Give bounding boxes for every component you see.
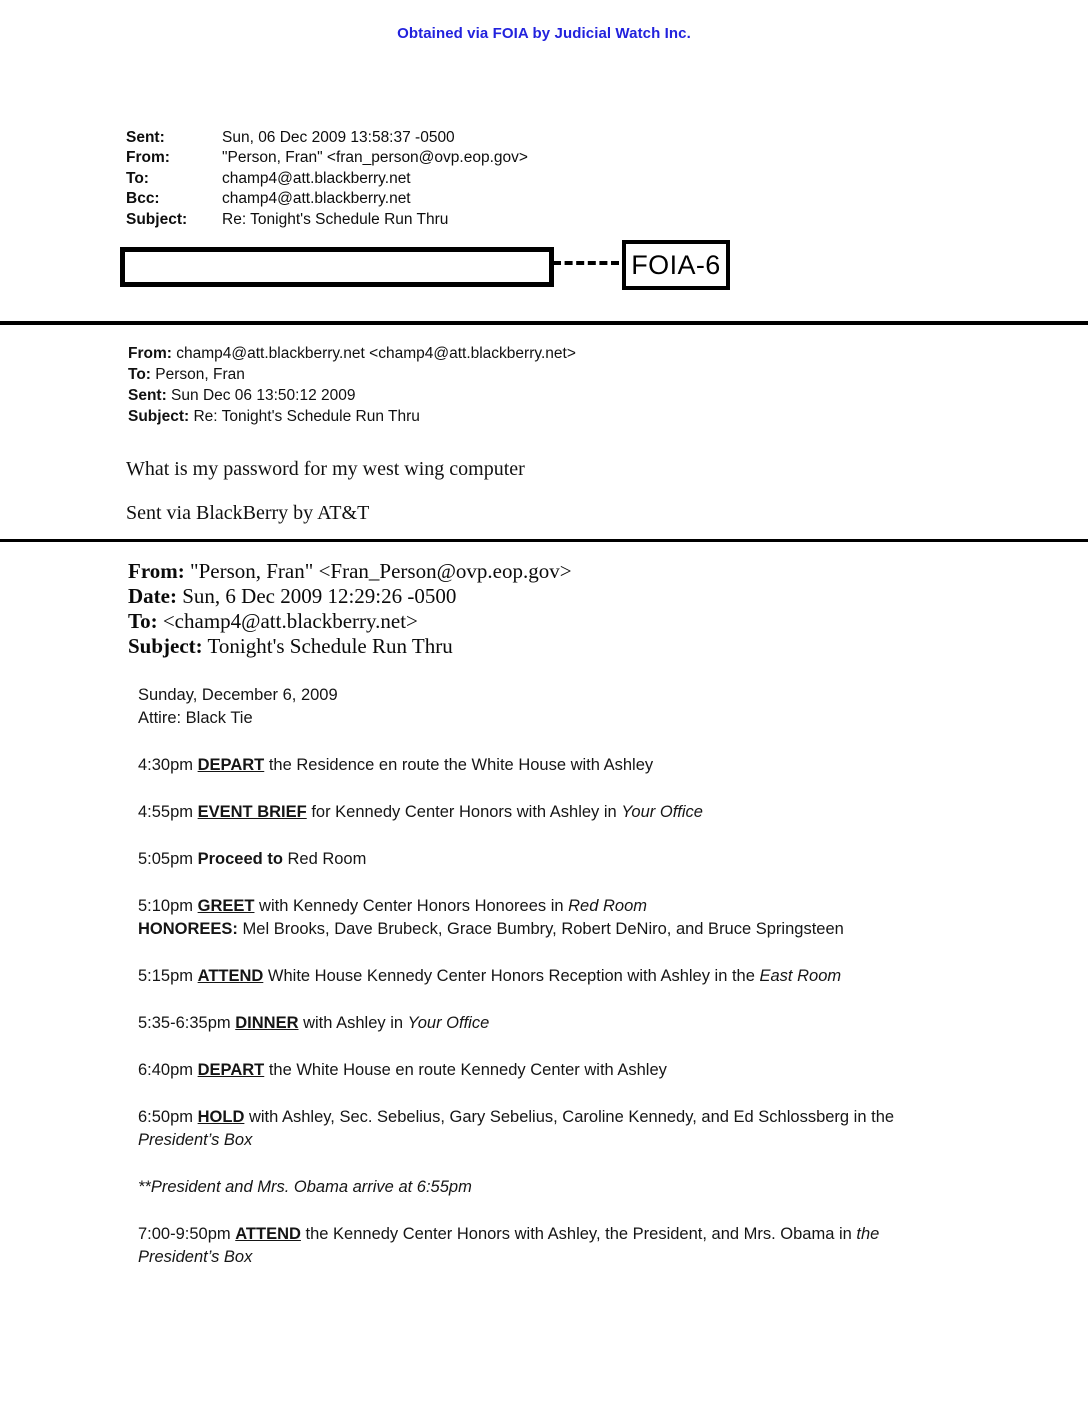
- item-6-action: DINNER: [235, 1014, 299, 1032]
- to-label: To:: [126, 169, 149, 187]
- spacer: [138, 1199, 958, 1223]
- separator-rule-top: [0, 321, 1088, 325]
- middle-body-signature: Sent via BlackBerry by AT&T: [126, 502, 370, 524]
- item-2-location: Your Office: [621, 803, 703, 821]
- item-8-time: 6:50pm: [138, 1108, 198, 1126]
- spacer: [138, 1035, 958, 1059]
- middle-body-question: What is my password for my west wing computer: [126, 458, 525, 480]
- bcc-label: Bcc:: [126, 190, 160, 208]
- header-row-sent: [126, 128, 528, 148]
- middle-from-row: [128, 343, 576, 364]
- bottom-date-row: [128, 584, 572, 609]
- schedule-attire-line: Attire: Black Tie: [138, 709, 253, 727]
- bottom-email-header: [128, 559, 572, 659]
- bottom-subject-label: Subject:: [128, 634, 203, 658]
- item-6-location: Your Office: [407, 1014, 490, 1032]
- top-email-header: [126, 128, 528, 230]
- item-2-detail: for Kennedy Center Honors with Ashley in: [306, 803, 622, 821]
- middle-from-label: From:: [128, 345, 172, 362]
- subject-value: Re: Tonight's Schedule Run Thru: [222, 210, 449, 228]
- spacer: [138, 988, 958, 1012]
- item-3-detail: Red Room: [282, 850, 367, 868]
- foia-watermark-stamp: Obtained via FOIA by Judicial Watch Inc.: [397, 25, 691, 42]
- item-8-location: President’s Box: [138, 1131, 253, 1149]
- to-value: champ4@att.blackberry.net: [222, 169, 411, 187]
- middle-sent-value: Sun Dec 06 13:50:12 2009: [166, 387, 356, 404]
- item-4-time: 5:10pm: [138, 897, 198, 915]
- header-row-subject: [126, 210, 528, 230]
- schedule-item-dinner: [138, 1012, 958, 1035]
- schedule-item-greet-honorees: [138, 895, 958, 918]
- sent-label: Sent:: [126, 129, 165, 146]
- bcc-value: champ4@att.blackberry.net: [222, 190, 411, 208]
- item-8-action: HOLD: [197, 1108, 245, 1126]
- schedule-item-attend-honors: [138, 1223, 958, 1269]
- item-4-detail: with Kennedy Center Honors Honorees in: [254, 897, 569, 915]
- spacer: [138, 1082, 958, 1106]
- bottom-to-label: To:: [128, 609, 158, 633]
- from-label: From:: [126, 149, 170, 167]
- redaction-connector-line: [553, 261, 619, 265]
- redaction-box: [120, 247, 554, 287]
- schedule-item-event-brief: [138, 801, 958, 824]
- schedule-item-depart-white-house: [138, 1059, 958, 1082]
- middle-subject-label: Subject:: [128, 408, 190, 425]
- middle-to-value: Person, Fran: [150, 366, 245, 383]
- middle-email-body: [126, 447, 525, 535]
- bottom-from-row: [128, 559, 572, 584]
- item-3-time: 5:05pm: [138, 850, 198, 868]
- schedule-item-attend-reception: [138, 965, 958, 988]
- item-9-detail: the Kennedy Center Honors with Ashley, the President, and Mrs. Obama in: [300, 1225, 857, 1243]
- sent-value: Sun, 06 Dec 2009 13:58:37 -0500: [222, 129, 455, 146]
- header-row-from: [126, 148, 528, 168]
- item-2-time: 4:55pm: [138, 803, 198, 821]
- item-1-action: DEPART: [197, 756, 265, 774]
- spacer: [138, 730, 958, 754]
- separator-rule-bottom: [0, 539, 1088, 542]
- bottom-date-label: Date:: [128, 584, 177, 608]
- header-row-bcc: [126, 189, 528, 209]
- bottom-subject-row: [128, 634, 572, 659]
- bottom-to-row: [128, 609, 572, 634]
- foia-exemption-label: FOIA-6: [631, 249, 721, 280]
- item-1-detail: the Residence en route the White House with Ashley: [264, 756, 654, 774]
- middle-email-header: [128, 343, 576, 427]
- middle-sent-row: [128, 385, 576, 406]
- schedule-arrival-note: **President and Mrs. Obama arrive at 6:55pm: [138, 1178, 472, 1196]
- middle-sent-label: Sent:: [128, 387, 167, 404]
- header-row-to: [126, 169, 528, 189]
- item-6-time: 5:35-6:35pm: [138, 1014, 236, 1032]
- item-5-action: ATTEND: [197, 967, 264, 985]
- spacer: [138, 777, 958, 801]
- spacer: [138, 871, 958, 895]
- middle-to-label: To:: [128, 366, 151, 383]
- item-5-location: East Room: [759, 967, 842, 985]
- item-7-action: DEPART: [197, 1061, 265, 1079]
- item-9-action: ATTEND: [235, 1225, 301, 1243]
- item-2-action: EVENT BRIEF: [197, 803, 307, 821]
- spacer: [138, 1152, 958, 1176]
- item-9-time: 7:00-9:50pm: [138, 1225, 236, 1243]
- schedule-date-line: Sunday, December 6, 2009: [138, 686, 338, 704]
- bottom-from-label: From:: [128, 559, 185, 583]
- middle-subject-value: Re: Tonight's Schedule Run Thru: [189, 408, 420, 425]
- bottom-date-value: Sun, 6 Dec 2009 12:29:26 -0500: [176, 584, 457, 608]
- item-1-time: 4:30pm: [138, 756, 198, 774]
- middle-to-row: [128, 364, 576, 385]
- from-value: "Person, Fran" <fran_person@ovp.eop.gov>: [222, 149, 528, 167]
- subject-label: Subject:: [126, 210, 188, 228]
- spacer: [138, 824, 958, 848]
- honorees-list: Mel Brooks, Dave Brubeck, Grace Bumbry, Robert DeNiro, and Bruce Springsteen: [237, 920, 844, 938]
- bottom-subject-value: Tonight's Schedule Run Thru: [202, 634, 453, 658]
- honorees-label: HONOREES:: [138, 920, 238, 938]
- item-4-action: GREET: [197, 897, 255, 915]
- schedule-item-depart-residence: [138, 754, 958, 777]
- item-5-detail: White House Kennedy Center Honors Reception with Ashley in the: [263, 967, 760, 985]
- item-8-detail: with Ashley, Sec. Sebelius, Gary Sebelius, Caroline Kennedy, and Ed Schlossberg in the: [244, 1108, 895, 1126]
- schedule-honorees-line: [138, 918, 958, 941]
- spacer: [138, 941, 958, 965]
- bottom-to-value: <champ4@att.blackberry.net>: [157, 609, 418, 633]
- middle-subject-row: [128, 406, 576, 427]
- item-7-time: 6:40pm: [138, 1061, 198, 1079]
- foia-exemption-box: [622, 240, 730, 290]
- schedule-body: [138, 684, 958, 1269]
- schedule-item-hold: [138, 1106, 958, 1152]
- bottom-from-value: "Person, Fran" <Fran_Person@ovp.eop.gov>: [184, 559, 572, 583]
- item-4-location: Red Room: [568, 897, 648, 915]
- item-7-detail: the White House en route Kennedy Center with Ashley: [264, 1061, 667, 1079]
- middle-from-value: champ4@att.blackberry.net <champ4@att.blackberry.net>: [171, 345, 576, 362]
- item-9-location: the President’s Box: [138, 1225, 880, 1266]
- schedule-item-proceed-red-room: [138, 848, 958, 871]
- item-6-detail: with Ashley in: [298, 1014, 408, 1032]
- item-5-time: 5:15pm: [138, 967, 198, 985]
- item-3-action: Proceed to: [197, 850, 283, 868]
